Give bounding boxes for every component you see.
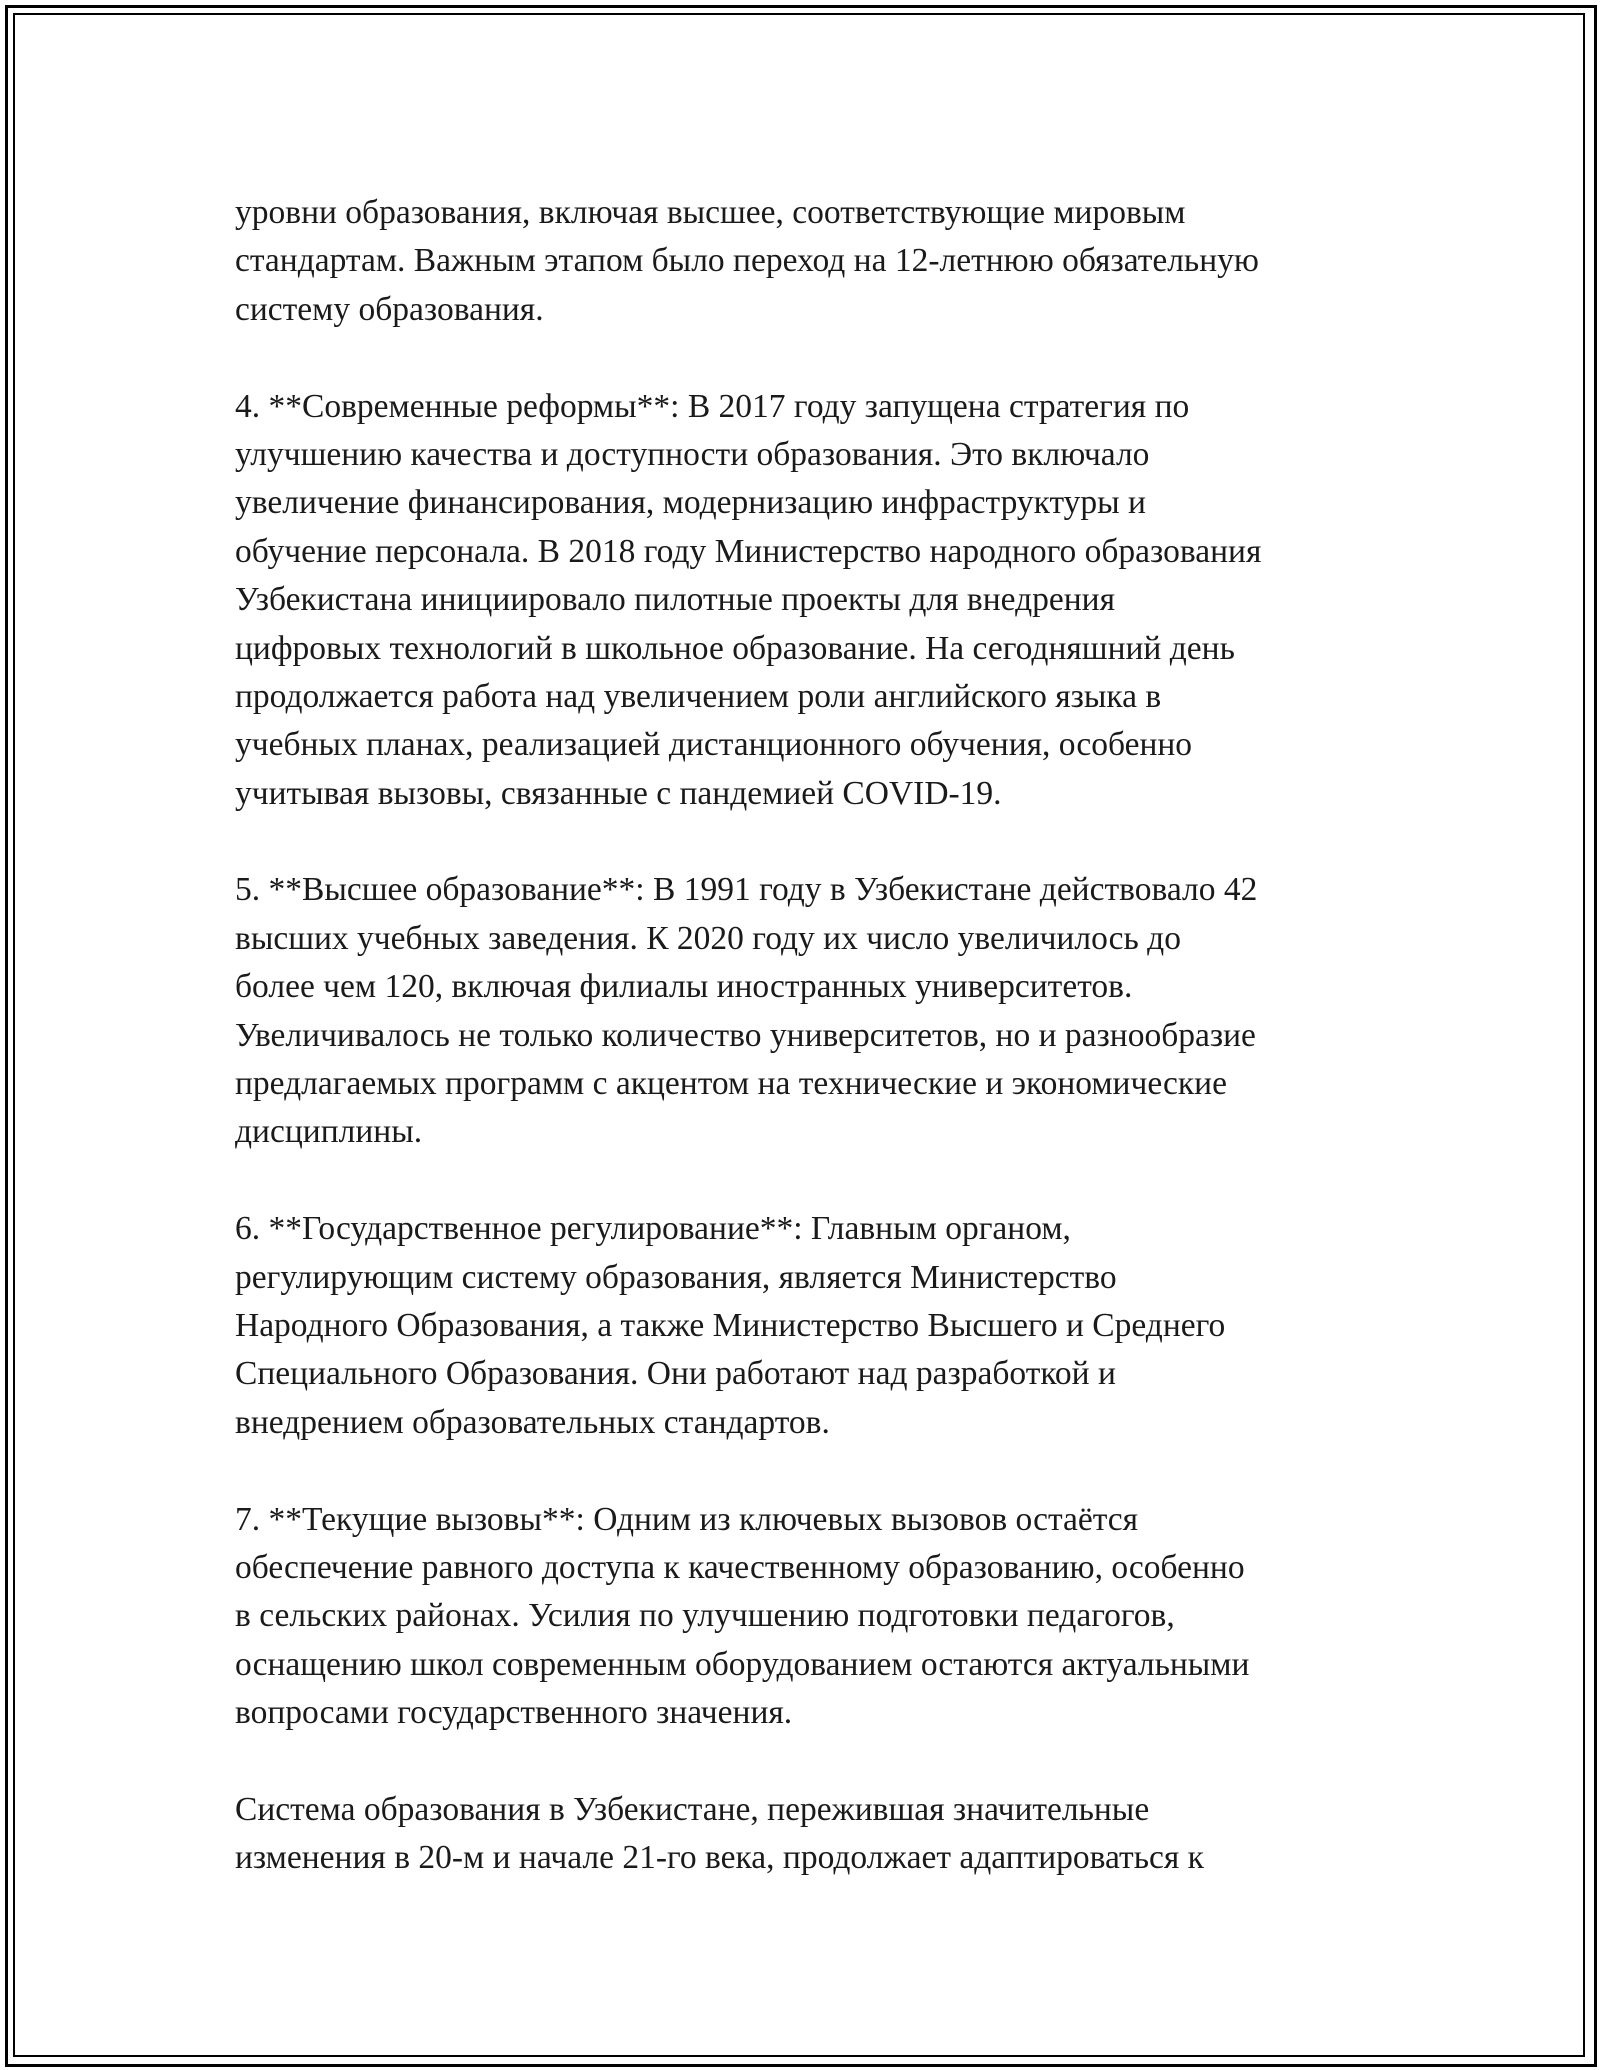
- text-line: высших учебных заведения. К 2020 году их число увеличилось до: [235, 919, 1181, 957]
- text-line: уровни образования, включая высшее, соответствующие мировым: [235, 194, 1186, 231]
- text-line: предлагаемых программ с акцентом на технические и экономические: [235, 1065, 1227, 1103]
- text-line: 7. **Текущие вызовы**: Одним из ключевых вызовов остаётся: [235, 1500, 1139, 1538]
- text-line: оснащению школ современным оборудованием остаются актуальными: [235, 1645, 1250, 1683]
- text-line: учитывая вызовы, связанные с пандемией COVID-19.: [235, 774, 1002, 812]
- text-line: Народного Образования, а также Министерство Высшего и Среднего: [235, 1306, 1226, 1344]
- text-line: регулирующим систему образования, является Министерство: [235, 1258, 1117, 1296]
- text-line: 6. **Государственное регулирование**: Главным органом,: [235, 1210, 1071, 1248]
- text-line: систему образования.: [235, 290, 544, 328]
- text-line: Узбекистана инициировало пилотные проекты для внедрения: [235, 581, 1115, 619]
- text-line: стандартам. Важным этапом было переход на 12-летнюю обязательную: [235, 242, 1259, 280]
- text-line: увеличение финансирования, модернизацию инфраструктуры и: [235, 484, 1146, 522]
- text-line: обучение персонала. В 2018 году Министерство народного образования: [235, 532, 1262, 570]
- text-line: Увеличивалось не только количество университетов, но и разнообразие: [235, 1016, 1256, 1054]
- text-line: 4. **Современные реформы**: В 2017 году запущена стратегия по: [235, 387, 1190, 425]
- paragraph-current-challenges: [235, 1496, 1395, 1738]
- paragraph-conclusion: [235, 1786, 1395, 1883]
- document-body: [235, 189, 1395, 1931]
- text-line: более чем 120, включая филиалы иностранных университетов.: [235, 968, 1133, 1006]
- paragraph-modern-reforms: [235, 383, 1395, 819]
- text-line: в сельских районах. Усилия по улучшению подготовки педагогов,: [235, 1597, 1175, 1635]
- text-line: цифровых технологий в школьное образование. На сегодняшний день: [235, 629, 1235, 667]
- paragraph-intro-continuation: [235, 189, 1395, 334]
- text-line: Система образования в Узбекистане, пережившая значительные: [235, 1790, 1150, 1828]
- paragraph-state-regulation: [235, 1205, 1395, 1447]
- text-line: обеспечение равного доступа к качественному образованию, особенно: [235, 1548, 1245, 1586]
- text-line: 5. **Высшее образование**: В 1991 году в Узбекистане действовало 42: [235, 871, 1258, 909]
- text-line: продолжается работа над увеличением роли английского языка в: [235, 677, 1162, 715]
- text-line: улучшению качества и доступности образования. Это включало: [235, 435, 1150, 473]
- text-line: внедрением образовательных стандартов.: [235, 1403, 830, 1441]
- text-line: Специального Образования. Они работают над разработкой и: [235, 1355, 1116, 1393]
- text-line: изменения в 20-м и начале 21-го века, продолжает адаптироваться к: [235, 1839, 1204, 1877]
- text-line: дисциплины.: [235, 1113, 423, 1151]
- text-line: вопросами государственного значения.: [235, 1694, 793, 1732]
- paragraph-higher-education: [235, 866, 1395, 1156]
- text-line: учебных планах, реализацией дистанционного обучения, особенно: [235, 726, 1193, 764]
